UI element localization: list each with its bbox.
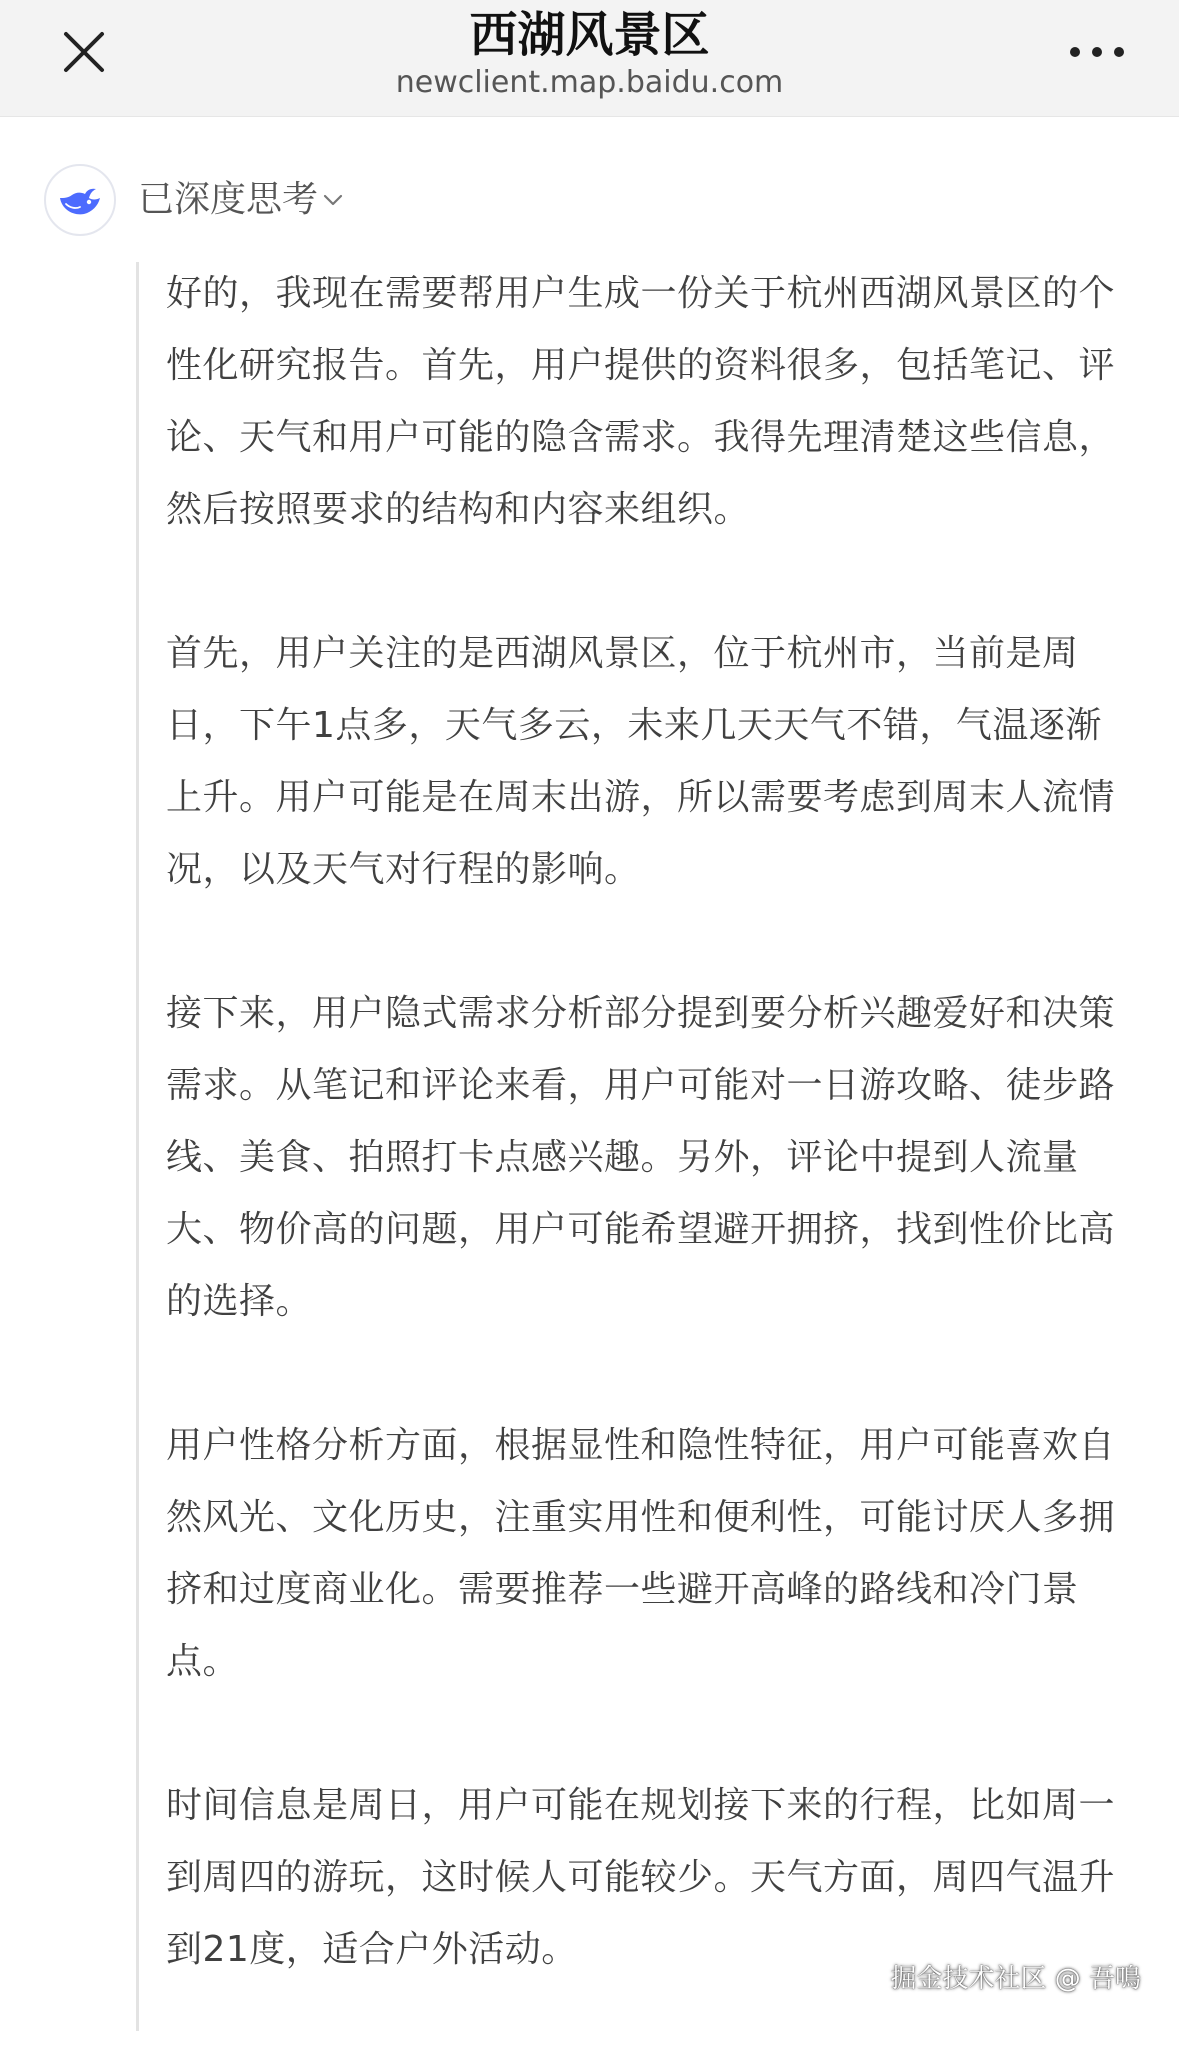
more-button[interactable] [1057, 24, 1137, 80]
page-title: 西湖风景区 [469, 7, 710, 63]
thought-paragraph: 首先，用户关注的是西湖风景区，位于杭州市，当前是周日，下午1点多，天气多云，未来几天天气不错，气温逐渐上升。用户可能是在周末出游，所以需要考虑到周末人流情况，以及天气对行程的影响。 [166, 633, 1116, 890]
thought-paragraph: 接下来，用户隐式需求分析部分提到要分析兴趣爱好和决策需求。从笔记和评论来看，用户可能对一日游攻略、徒步路线、美食、拍照打卡点感兴趣。另外，评论中提到人流量大、物价高的问题，用户可能希望避开拥挤，找到性价比高的选择。 [166, 993, 1116, 1322]
chevron-down-icon [322, 193, 344, 207]
thinking-status-label: 已深度思考 [138, 179, 319, 220]
watermark: 掘金技术社区 @ 吾鳴 [890, 1964, 1141, 1994]
page-url: newclient.map.baidu.com [395, 65, 784, 100]
thought-paragraph: 用户性格分析方面，根据显性和隐性特征，用户可能喜欢自然风光、文化历史，注重实用性和便利性，可能讨厌人多拥挤和过度商业化。需要推荐一些避开高峰的路线和冷门景点。 [166, 1425, 1116, 1682]
thought-content [166, 258, 1126, 2058]
close-button[interactable] [52, 24, 116, 80]
close-icon [62, 30, 106, 74]
browser-header [0, 0, 1179, 117]
header-title-block [180, 0, 999, 100]
avatar [44, 164, 116, 236]
thought-divider [136, 262, 139, 2031]
thought-paragraph: 好的，我现在需要帮用户生成一份关于杭州西湖风景区的个性化研究报告。首先，用户提供的资料很多，包括笔记、评论、天气和用户可能的隐含需求。我得先理清楚这些信息，然后按照要求的结构和内容来组织。 [166, 273, 1116, 530]
deepseek-whale-icon [56, 180, 104, 220]
thinking-status-row[interactable] [44, 160, 344, 240]
thought-paragraph: 时间信息是周日，用户可能在规划接下来的行程，比如周一到周四的游玩，这时候人可能较少。天气方面，周四气温升到21度，适合户外活动。 [166, 1785, 1116, 1970]
expand-toggle[interactable] [322, 193, 344, 207]
more-dots-icon [1067, 45, 1127, 59]
